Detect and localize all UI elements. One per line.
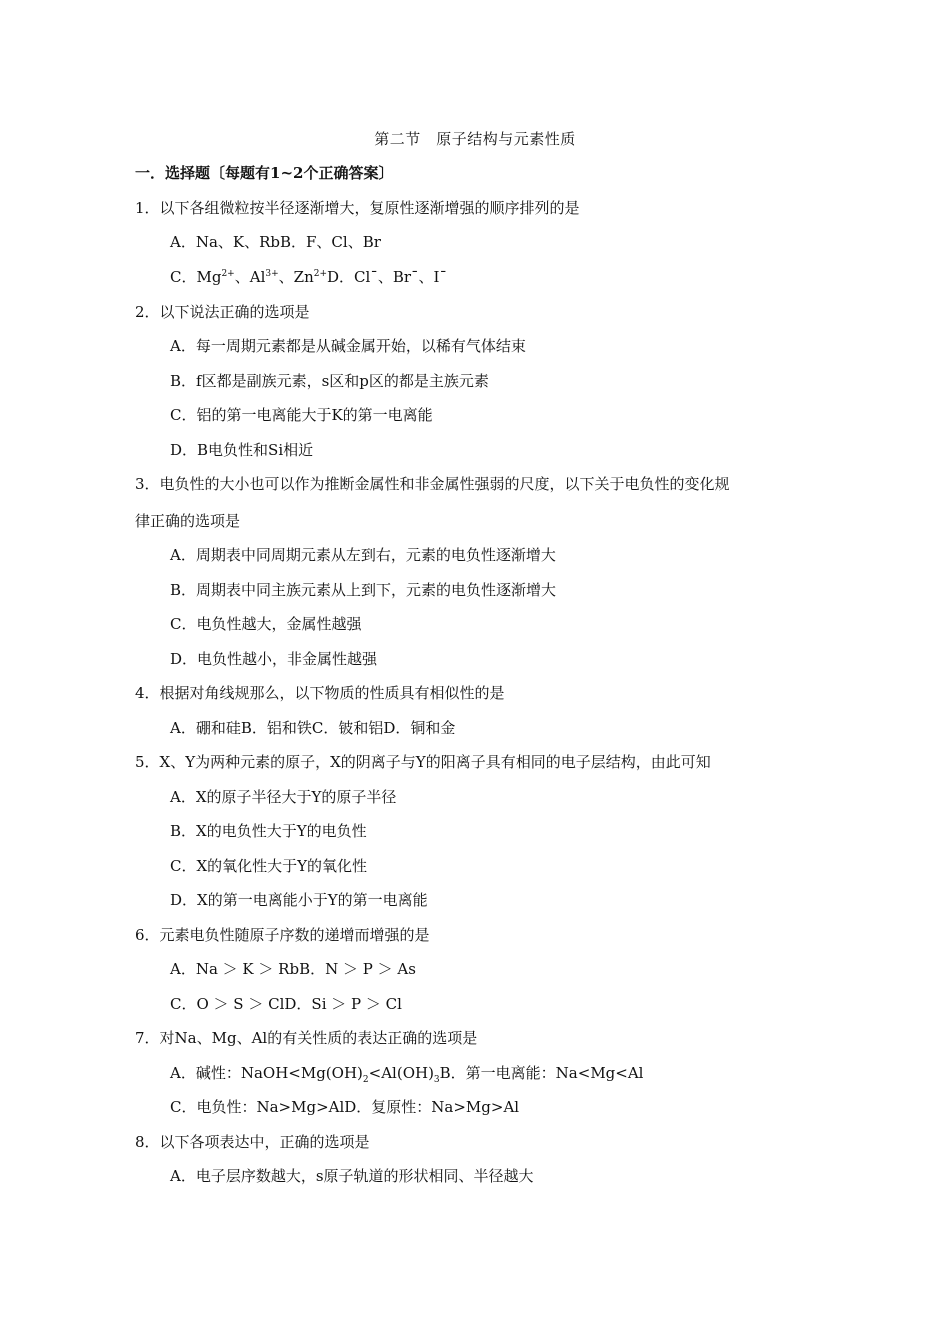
question-5-stem: 5．X、Y为两种元素的原子，X的阴离子与Y的阳离子具有相同的电子层结构，由此可知: [135, 753, 711, 771]
question-3-option-a: A．周期表中同周期元素从左到右，元素的电负性逐渐增大: [170, 546, 556, 564]
question-3-stem-line1: 3．电负性的大小也可以作为推断金属性和非金属性强弱的尺度，以下关于电负性的变化规: [135, 475, 730, 493]
q7-opt-a-prefix: A．碱性：NaOH<Mg(OH): [170, 1064, 363, 1082]
question-5-option-b: B．X的电负性大于Y的电负性: [170, 822, 367, 840]
question-4-stem: 4．根据对角线规那么，以下物质的性质具有相似性的是: [135, 684, 505, 702]
question-7-stem: 7．对Na、Mg、Al的有关性质的表达正确的选项是: [135, 1029, 478, 1047]
question-2-stem: 2．以下说法正确的选项是: [135, 303, 310, 321]
question-7-options-ab: [170, 1063, 643, 1083]
question-5-option-a: A．X的原子半径大于Y的原子半径: [170, 788, 397, 806]
question-2-option-d: D．B电负性和Si相近: [170, 441, 314, 459]
question-1-options-cd: [170, 267, 447, 287]
question-1-stem: 1．以下各组微粒按半径逐渐增大，复原性逐渐增强的顺序排列的是: [135, 199, 580, 217]
q1-opt-c-prefix: C．Mg: [170, 268, 222, 286]
question-6-options-cd: C．O ＞ S ＞ ClD．Si ＞ P ＞ Cl: [170, 995, 402, 1013]
question-4-options: A．硼和硅B．铝和铁C．铍和铝D．铜和金: [170, 719, 456, 737]
question-2-option-b: B．f区都是副族元素，s区和p区的都是主族元素: [170, 372, 489, 390]
question-8-option-a: A．电子层序数越大，s原子轨道的形状相同、半径越大: [170, 1167, 534, 1185]
question-3-option-d: D．电负性越小，非金属性越强: [170, 650, 378, 668]
q1-opt-c-sup1: 2+: [221, 269, 235, 279]
section-heading: 一．选择题〔每题有1~2个正确答案〕: [135, 164, 394, 182]
q7-opt-a-sub2: 3: [433, 1075, 440, 1085]
question-8-stem: 8．以下各项表达中，正确的选项是: [135, 1133, 370, 1151]
q7-opt-b: B．第一电离能：Na<Mg<Al: [439, 1064, 644, 1082]
q1-opt-c-sup2: 3+: [265, 269, 279, 279]
question-5-option-d: D．X的第一电离能小于Y的第一电离能: [170, 891, 428, 909]
question-5-option-c: C．X的氧化性大于Y的氧化性: [170, 857, 368, 875]
question-3-stem-line2: 律正确的选项是: [135, 512, 241, 530]
q1-opt-c-mid2: 、Zn: [278, 268, 314, 286]
question-2-option-c: C．铝的第一电离能大于K的第一电离能: [170, 406, 433, 424]
page-title: 第二节 原子结构与元素性质: [374, 130, 576, 148]
question-2-option-a: A．每一周期元素都是从碱金属开始，以稀有气体结束: [170, 337, 526, 355]
q7-opt-a-mid: <Al(OH): [368, 1064, 434, 1082]
q1-opt-c-mid1: 、Al: [234, 268, 266, 286]
question-1-options-ab: A．Na、K、RbB．F、Cl、Br: [170, 233, 381, 251]
q1-opt-c-sup3: 2+: [313, 269, 328, 279]
question-3-option-b: B．周期表中同主族元素从上到下，元素的电负性逐渐增大: [170, 581, 557, 599]
question-6-stem: 6．元素电负性随原子序数的递增而增强的是: [135, 926, 430, 944]
question-6-options-ab: A．Na ＞ K ＞ RbB．N ＞ P ＞ As: [170, 960, 416, 978]
question-7-options-cd: C．电负性：Na>Mg>AlD．复原性：Na>Mg>Al: [170, 1098, 520, 1116]
q1-opt-d: D．Cl¯、Br¯、I¯: [327, 268, 447, 286]
question-3-option-c: C．电负性越大，金属性越强: [170, 615, 362, 633]
q7-opt-a-sub1: 2: [362, 1075, 369, 1085]
